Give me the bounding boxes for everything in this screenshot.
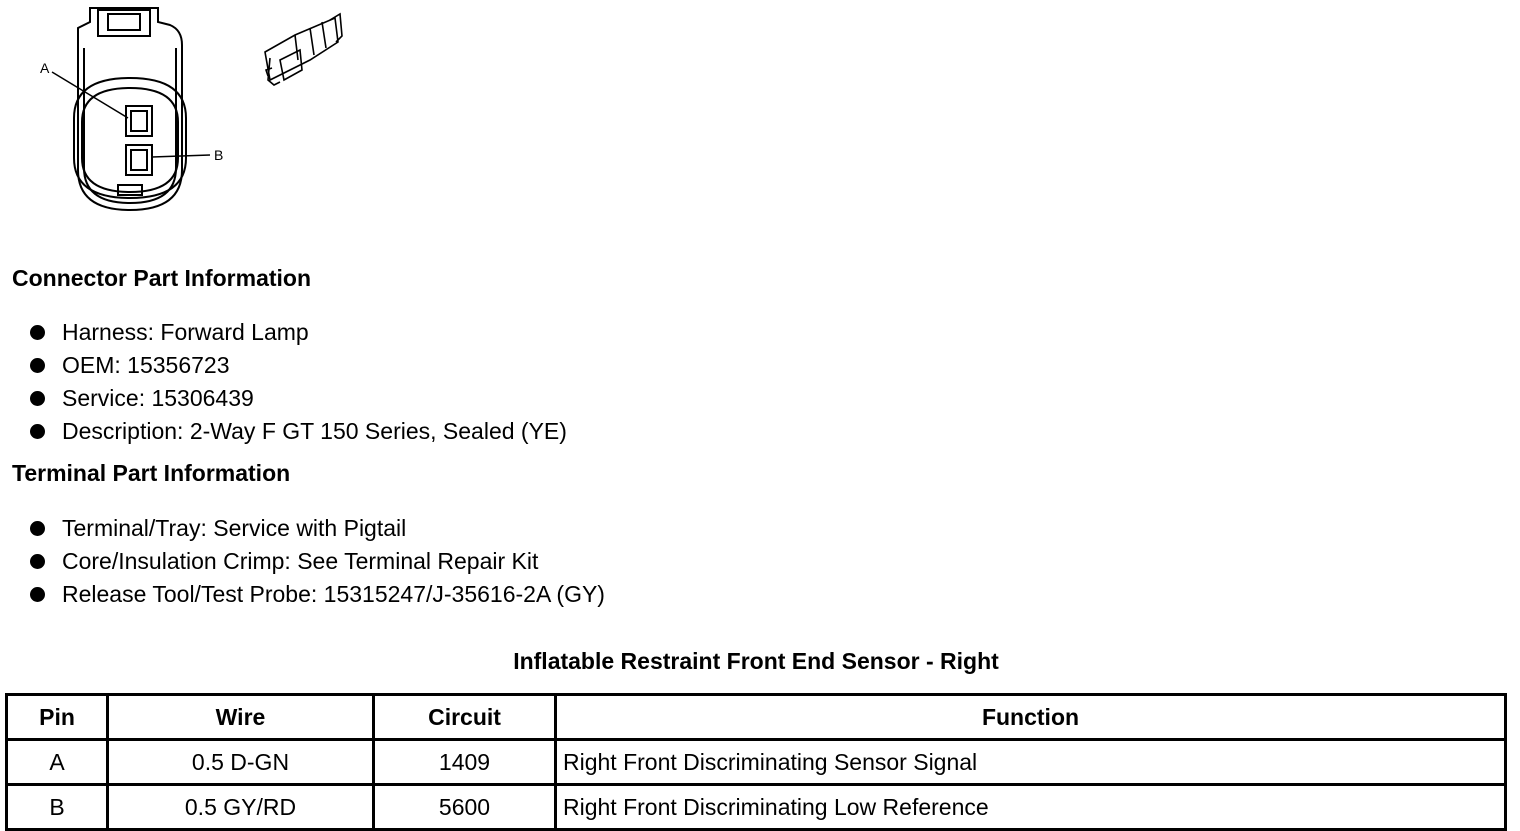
header-function: Function <box>556 695 1506 740</box>
header-wire: Wire <box>108 695 374 740</box>
table-row <box>7 740 1506 785</box>
bullet-icon <box>30 424 45 439</box>
bullet-icon <box>30 325 45 340</box>
cell-circuit: 1409 <box>374 740 556 785</box>
cell-function: Right Front Discriminating Low Reference <box>556 785 1506 830</box>
bullet-icon <box>30 587 45 602</box>
connector-iso-view <box>265 14 342 85</box>
connector-face-view <box>30 0 360 220</box>
list-item: Description: 2-Way F GT 150 Series, Sealed (YE) <box>30 415 567 448</box>
table-header-row <box>7 695 1506 740</box>
bullet-icon <box>30 554 45 569</box>
list-item: Release Tool/Test Probe: 15315247/J-35616-2A (GY) <box>30 578 605 611</box>
list-item: OEM: 15356723 <box>30 349 567 382</box>
cell-function: Right Front Discriminating Sensor Signal <box>556 740 1506 785</box>
cell-wire: 0.5 D-GN <box>108 740 374 785</box>
list-item: Core/Insulation Crimp: See Terminal Repair Kit <box>30 545 605 578</box>
terminal-part-info-title: Terminal Part Information <box>12 460 291 486</box>
header-circuit: Circuit <box>374 695 556 740</box>
connector-part-info-title: Connector Part Information <box>12 265 312 291</box>
terminal-info-list <box>30 512 605 611</box>
list-item: Service: 15306439 <box>30 382 567 415</box>
connector-diagram <box>30 0 360 220</box>
table-title: Inflatable Restraint Front End Sensor - Right <box>513 648 999 674</box>
cell-wire: 0.5 GY/RD <box>108 785 374 830</box>
bullet-icon <box>30 358 45 373</box>
table-row <box>7 785 1506 830</box>
list-item: Harness: Forward Lamp <box>30 316 567 349</box>
bullet-icon <box>30 391 45 406</box>
pin-label-a: A <box>40 60 50 76</box>
connector-info-list <box>30 316 567 448</box>
pin-label-b: B <box>214 147 224 163</box>
cell-circuit: 5600 <box>374 785 556 830</box>
cell-pin: B <box>7 785 108 830</box>
pinout-table <box>5 693 1507 831</box>
bullet-icon <box>30 521 45 536</box>
cell-pin: A <box>7 740 108 785</box>
list-item: Terminal/Tray: Service with Pigtail <box>30 512 605 545</box>
header-pin: Pin <box>7 695 108 740</box>
